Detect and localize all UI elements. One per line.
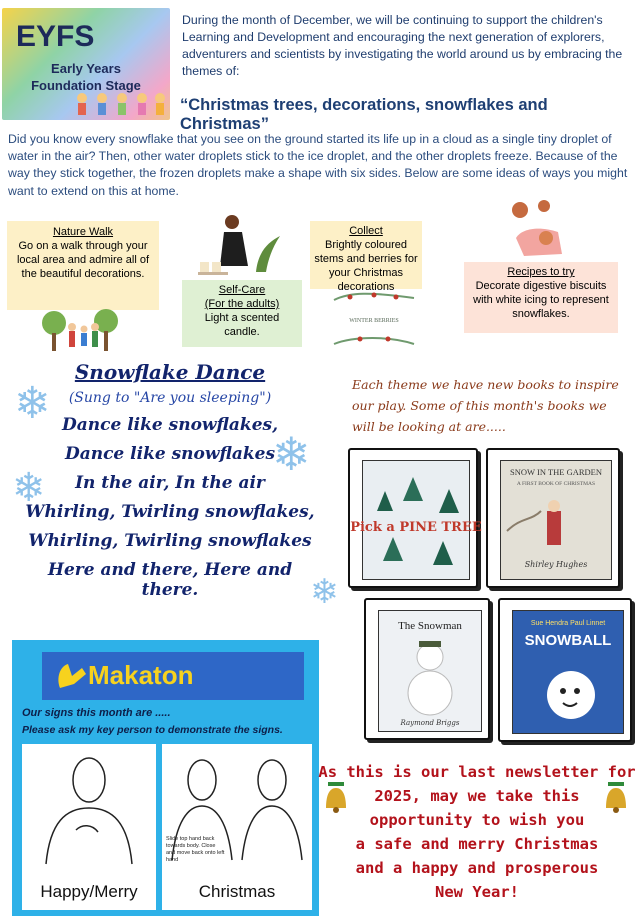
snowflake-dance-poem xyxy=(20,358,320,600)
snowflake-icon: ❄ xyxy=(310,572,339,612)
book-title: SNOWBALL xyxy=(524,632,612,649)
recipes-heading: Recipes to try xyxy=(507,266,575,278)
snowflake-icon: ❄ xyxy=(272,427,311,481)
recipes-text: Decorate digestive biscuits with white icing to represent snowflakes. xyxy=(473,280,609,320)
dance-line: Dance like snowflakes, xyxy=(62,415,278,435)
sign-label-happy: Happy/Merry xyxy=(40,882,138,901)
book-pick-a-pine-tree xyxy=(348,448,482,588)
snowman-cover xyxy=(379,611,481,731)
nature-walk-heading: Nature Walk xyxy=(52,226,114,238)
makaton-title: Makaton xyxy=(88,660,194,690)
book-title: The Snowman xyxy=(398,620,462,632)
collect-heading: Collect xyxy=(349,225,383,237)
dance-line: Dance like snowflakes xyxy=(64,444,276,464)
makaton-panel xyxy=(12,640,319,916)
gingerbread-illustration xyxy=(506,198,570,260)
book-the-snowman xyxy=(364,598,490,740)
book-subtitle: A FIRST BOOK OF CHRISTMAS xyxy=(516,481,596,487)
snowflake-icon: ❄ xyxy=(14,378,51,429)
dance-subtitle: (Sung to "Are you sleeping") xyxy=(68,390,272,406)
christmas-sign-note: Slide top hand back towards body. Close and move back onto left hand xyxy=(166,836,225,863)
book-title: SNOW IN THE GARDEN xyxy=(509,467,603,477)
collect-text: Brightly coloured stems and berries for your Christmas decorations xyxy=(314,239,418,293)
happy-sign-illustration xyxy=(36,752,142,864)
family-walk-illustration xyxy=(40,305,120,355)
self-care-text: Light a scented candle. xyxy=(204,312,280,338)
makaton-line1: Our signs this month are ..... xyxy=(22,707,171,719)
logo-title: EYFS xyxy=(16,20,95,53)
book-author: Raymond Briggs xyxy=(400,719,460,727)
closing-line: and a happy and prosperous xyxy=(355,859,599,877)
winter-berries-label: WINTER BERRIES xyxy=(349,318,399,324)
nature-walk-box xyxy=(7,221,159,310)
self-care-subheading: (For the adults) xyxy=(204,298,280,310)
makaton-hand-icon xyxy=(52,658,88,694)
snowflake-icon: ❄ xyxy=(12,465,46,511)
books-intro-text: Each theme we have new books to inspire our play. Some of this month's books we will be looking at are..... xyxy=(352,377,619,434)
pine-tree-cover xyxy=(350,461,482,579)
intro-text: During the month of December, we will be continuing to support the children's Learning and Development and encouraging the next generation of explorers, adventurers and scientists by investigating the world around us by embracing the themes of: xyxy=(182,13,623,78)
dance-line: Here and there, Here and there. xyxy=(47,560,293,600)
closing-line: a safe and merry Christmas xyxy=(355,835,599,853)
book-title: Pick a PINE TREE xyxy=(350,520,482,535)
collect-box xyxy=(310,221,422,293)
sign-card-happy xyxy=(22,744,156,910)
sign-card-christmas xyxy=(162,744,312,910)
dance-line: In the air, In the air xyxy=(75,473,265,493)
closing-line: 2025, may we take this xyxy=(374,787,580,805)
book-author: Shirley Hughes xyxy=(524,560,588,569)
book-snow-in-the-garden xyxy=(486,448,620,588)
makaton-line2: Please ask my key person to demonstrate the signs. xyxy=(22,724,283,736)
theme-heading: “Christmas trees, decorations, snowflakes and Christmas” xyxy=(180,96,548,133)
logo-subtitle-line2: Foundation Stage xyxy=(31,78,141,93)
snowflake-paragraph: Did you know every snowflake that you see on the ground started its life up in a cloud as a single tiny droplet of water in the air? Then, other water droplets stick to the ice droplet, and the other droplets freeze. Because of the way they stick together, the frozen droplets make a shape with six sides. Below are some ideas of ways you might want to extend on this at home. xyxy=(8,132,628,198)
logo-subtitle xyxy=(16,60,156,94)
self-care-box xyxy=(182,280,302,347)
dance-line: Whirling, Twirling snowflakes, xyxy=(25,502,315,522)
snowball-cover xyxy=(513,611,623,733)
recipes-box xyxy=(464,262,618,333)
book-author: Sue Hendra Paul Linnet xyxy=(530,620,606,627)
closing-line: opportunity to wish you xyxy=(369,811,585,829)
closing-message xyxy=(318,760,636,904)
winter-berries-illustration xyxy=(330,288,418,354)
logo-subtitle-line1: Early Years xyxy=(51,61,121,76)
sign-label-christmas: Christmas xyxy=(198,882,276,901)
nature-walk-text: Go on a walk through your local area and admire all of the beautiful decorations. xyxy=(16,240,150,280)
dance-title: Snowflake Dance xyxy=(74,360,266,384)
closing-line: New Year! xyxy=(435,883,519,901)
closing-line: As this is our last newsletter for xyxy=(318,763,636,781)
candle-lady-illustration xyxy=(196,212,286,278)
snow-garden-cover xyxy=(501,461,611,579)
self-care-heading: Self-Care xyxy=(218,284,266,296)
eyfs-logo xyxy=(2,8,170,120)
children-illustration xyxy=(72,90,167,118)
dance-line: Whirling, Twirling snowflakes xyxy=(28,531,312,551)
book-snowball xyxy=(498,598,632,742)
